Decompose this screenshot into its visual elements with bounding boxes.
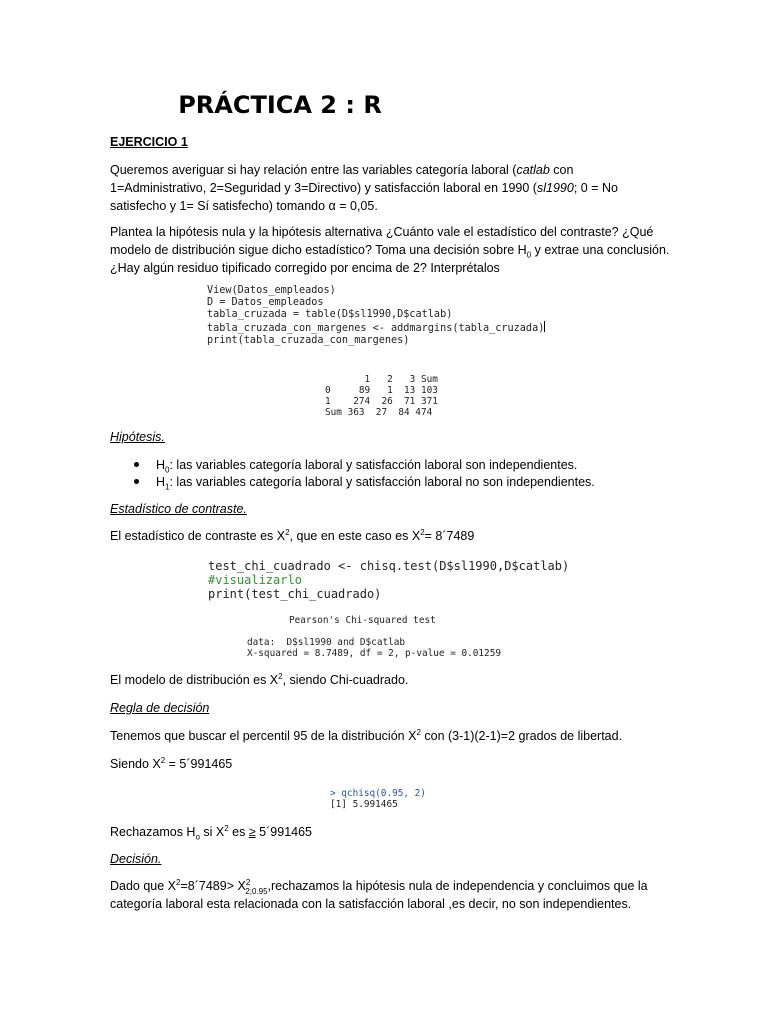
estadistico-paragraph: El estadístico de contraste es $X^2$, que en este caso es $X^2=$ 8´7489 <box>110 527 475 543</box>
r-code-block-1 <box>207 285 545 347</box>
output-line: [1] 5.991465 <box>330 799 398 810</box>
modelo-paragraph: El modelo de distribución es $X^2$, siendo Chi-cuadrado. <box>110 671 409 687</box>
text-cursor <box>544 321 545 332</box>
conclusion-paragraph: Dado que $X^2=8´7489>$ $X^2_{2;0.95},rechazamos$ la hipótesis nula de independencia y concluimos que la categoría laboral esta relacionada con la satisfacción laboral ,es decir, no son independientes. <box>110 877 648 911</box>
hypothesis-list <box>110 456 670 490</box>
cross-table-output <box>325 374 438 418</box>
intro-paragraph: Queremos averiguar si hay relación entre las variables categoría laboral (catlab con 1=Administrativo, 2=Seguridad y 3=Directivo) y satisfacción laboral en 1990 (sl1990; 0 = No satisfecho y 1= Sí satisfecho) tomando α = 0,05. <box>110 163 618 213</box>
regla-heading: Regla de decisión <box>110 701 210 715</box>
decision-heading: Decisión. <box>110 852 162 866</box>
code1-line: print(tabla_cruzada_con_margenes) <box>207 335 410 346</box>
r-code-block-2 <box>208 559 569 601</box>
hipotesis-heading: Hipótesis. <box>110 430 165 444</box>
list-item-h1: $H_1$: las variables categoría laboral y satisfacción laboral no son independientes. <box>110 473 670 490</box>
percentil-paragraph: Tenemos que buscar el percentil 95 de la distribución $X^2$ con (3-1)(2-1)=2 grados de libertad. <box>110 727 623 743</box>
table-row: Sum 363 27 84 474 <box>325 407 433 418</box>
qchisq-output <box>330 788 426 810</box>
table-row: 1 274 26 71 371 <box>325 396 438 407</box>
table-row: 0 89 1 13 103 <box>325 385 438 396</box>
code1-line: tabla_cruzada_con_margenes <- addmargins(tabla_cruzada) <box>207 323 545 334</box>
bullet-icon <box>134 462 139 467</box>
list-item-h0: $H_0$: las variables categoría laboral y satisfacción laboral son independientes. <box>110 456 670 473</box>
estadistico-heading: Estadístico de contraste. <box>110 502 247 516</box>
code2-line: test_chi_cuadrado <- chisq.test(D$sl1990,D$catlab) <box>208 559 570 573</box>
pearson-test-output <box>247 615 501 659</box>
bullet-icon <box>134 479 139 484</box>
exercise-heading: EJERCICIO 1 <box>110 135 188 149</box>
code1-line: tabla_cruzada = table(D$sl1990,D$catlab) <box>207 309 453 320</box>
page-title: PRÁCTICA 2 : R <box>178 91 382 119</box>
code2-line: print(test_chi_cuadrado) <box>208 587 382 601</box>
output-line: data: D$sl1990 and D$catlab <box>247 637 406 648</box>
output-line: Pearson's Chi-squared test <box>289 615 436 626</box>
code1-line: View(Datos_empleados) <box>207 285 336 296</box>
question-paragraph: Plantea la hipótesis nula y la hipótesis alternativa ¿Cuánto vale el estadístico del contraste? ¿Qué modelo de distribución sigue dicho estadístico? Toma una decisión sobre $H_0$ y extrae una conclusión. ¿Hay algún residuo tipificado corregido por encima de 2? Interprétalos <box>110 225 670 275</box>
code1-line: D = Datos_empleados <box>207 297 324 308</box>
rechazo-paragraph: Rechazamos $H_o$ si $X^2$ es ≥ 5´991465 <box>110 823 313 842</box>
siendo-paragraph: Siendo $X^2$ = 5´991465 <box>110 755 233 771</box>
output-line: X-squared = 8.7489, df = 2, p-value = 0.01259 <box>247 648 501 659</box>
code2-comment: #visualizarlo <box>208 573 302 587</box>
table-row: 1 2 3 Sum <box>325 374 438 385</box>
output-line: > qchisq(0.95, 2) <box>330 788 426 799</box>
